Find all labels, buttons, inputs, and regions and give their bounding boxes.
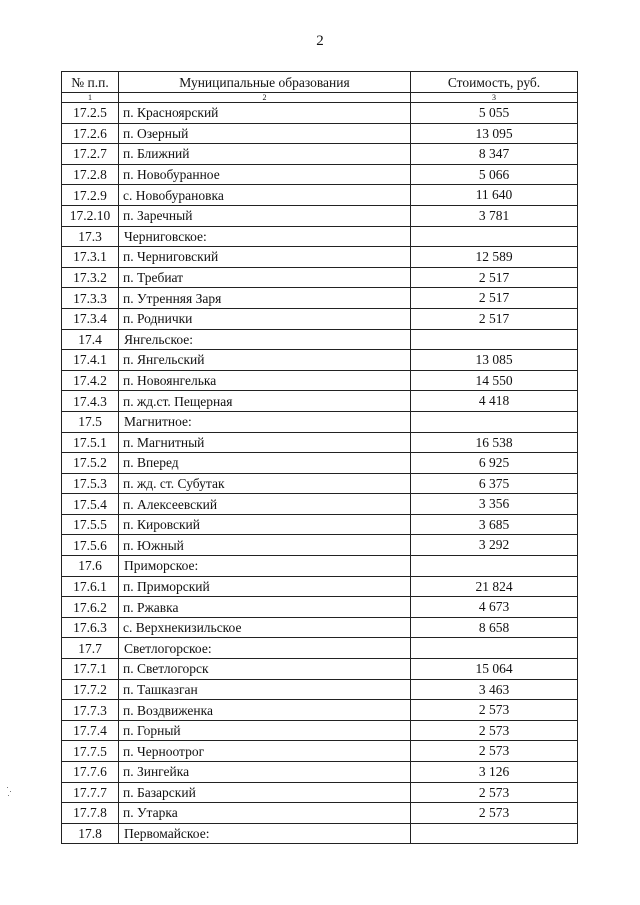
row-cost: 8 658 (411, 617, 578, 638)
row-name: Приморское: (119, 556, 411, 577)
table-header-row (62, 72, 578, 93)
row-number: 17.3.4 (62, 308, 119, 329)
row-cost: 5 055 (411, 103, 578, 124)
table-row (62, 741, 578, 762)
row-number: 17.5.1 (62, 432, 119, 453)
row-number: 17.3.2 (62, 267, 119, 288)
row-name: с. Верхнекизильское (119, 617, 411, 638)
table-row (62, 205, 578, 226)
row-cost: 3 356 (411, 494, 578, 515)
row-number: 17.6 (62, 556, 119, 577)
table-group-row (62, 638, 578, 659)
row-name: п. Кировский (119, 514, 411, 535)
table-row (62, 617, 578, 638)
row-number: 17.5.4 (62, 494, 119, 515)
row-cost: 11 640 (411, 185, 578, 206)
row-name: п. Утарка (119, 803, 411, 824)
row-number: 17.7.8 (62, 803, 119, 824)
row-number: 17.7 (62, 638, 119, 659)
row-name: п. Утренняя Заря (119, 288, 411, 309)
row-name: п. Озерный (119, 123, 411, 144)
row-cost: 3 685 (411, 514, 578, 535)
row-name: п. Базарский (119, 782, 411, 803)
row-cost: 2 573 (411, 741, 578, 762)
row-cost: 2 517 (411, 288, 578, 309)
row-name: п. Горный (119, 720, 411, 741)
row-name: п. Вперед (119, 453, 411, 474)
header-number: № п.п. (62, 72, 119, 93)
row-name: Первомайское: (119, 823, 411, 844)
table-row (62, 164, 578, 185)
row-cost: 2 517 (411, 308, 578, 329)
row-number: 17.4.1 (62, 350, 119, 371)
table-group-row (62, 329, 578, 350)
row-number: 17.3 (62, 226, 119, 247)
row-number: 17.7.6 (62, 762, 119, 783)
table-row (62, 370, 578, 391)
table-row (62, 720, 578, 741)
row-name: п. жд.ст. Пещерная (119, 391, 411, 412)
row-number: 17.5.5 (62, 514, 119, 535)
row-cost: 2 517 (411, 267, 578, 288)
column-number: 1 (62, 93, 119, 103)
row-number: 17.7.4 (62, 720, 119, 741)
row-cost: 6 375 (411, 473, 578, 494)
column-number: 2 (119, 93, 411, 103)
row-cost: 3 463 (411, 679, 578, 700)
row-number: 17.4 (62, 329, 119, 350)
row-number: 17.7.2 (62, 679, 119, 700)
row-cost: 8 347 (411, 144, 578, 165)
row-name: п. Новобуранное (119, 164, 411, 185)
table-body (62, 103, 578, 844)
table-row (62, 473, 578, 494)
row-name: п. Магнитный (119, 432, 411, 453)
table-group-row (62, 411, 578, 432)
row-number: 17.6.2 (62, 597, 119, 618)
table-row (62, 576, 578, 597)
table-row (62, 185, 578, 206)
row-name: п. Светлогорск (119, 659, 411, 680)
row-number: 17.5.6 (62, 535, 119, 556)
row-name: п. Зингейка (119, 762, 411, 783)
table-row (62, 391, 578, 412)
row-number: 17.4.2 (62, 370, 119, 391)
row-cost: 6 925 (411, 453, 578, 474)
row-name: Янгельское: (119, 329, 411, 350)
table-row (62, 762, 578, 783)
table-row (62, 308, 578, 329)
row-number: 17.2.7 (62, 144, 119, 165)
row-cost: 3 292 (411, 535, 578, 556)
header-cost: Стоимость, руб. (411, 72, 578, 93)
row-name: п. Приморский (119, 576, 411, 597)
row-number: 17.2.10 (62, 205, 119, 226)
row-number: 17.3.1 (62, 247, 119, 268)
row-name: п. Роднички (119, 308, 411, 329)
row-name: Черниговское: (119, 226, 411, 247)
scan-speck (6, 787, 12, 797)
table-row (62, 782, 578, 803)
table-row (62, 803, 578, 824)
row-name: Светлогорское: (119, 638, 411, 659)
row-name: п. Алексеевский (119, 494, 411, 515)
row-cost: 4 673 (411, 597, 578, 618)
row-name: п. Новоянгелька (119, 370, 411, 391)
row-cost (411, 556, 578, 577)
table-row (62, 597, 578, 618)
row-name: п. Требиат (119, 267, 411, 288)
row-cost (411, 226, 578, 247)
row-number: 17.6.3 (62, 617, 119, 638)
table-row (62, 535, 578, 556)
row-number: 17.2.6 (62, 123, 119, 144)
row-cost: 12 589 (411, 247, 578, 268)
column-number: 3 (411, 93, 578, 103)
row-number: 17.3.3 (62, 288, 119, 309)
row-cost (411, 638, 578, 659)
table-row (62, 288, 578, 309)
row-cost: 15 064 (411, 659, 578, 680)
table-row (62, 494, 578, 515)
row-name: п. Черноотрог (119, 741, 411, 762)
row-cost: 2 573 (411, 700, 578, 721)
table-row (62, 247, 578, 268)
cost-table (61, 71, 578, 844)
table-row (62, 659, 578, 680)
table-group-row (62, 556, 578, 577)
row-cost: 16 538 (411, 432, 578, 453)
row-number: 17.2.9 (62, 185, 119, 206)
row-number: 17.2.5 (62, 103, 119, 124)
row-cost: 14 550 (411, 370, 578, 391)
row-cost: 4 418 (411, 391, 578, 412)
row-cost: 3 126 (411, 762, 578, 783)
table-row (62, 700, 578, 721)
row-name: п. Янгельский (119, 350, 411, 371)
row-number: 17.5.3 (62, 473, 119, 494)
row-cost: 2 573 (411, 803, 578, 824)
row-name: п. Ташказган (119, 679, 411, 700)
table-row (62, 514, 578, 535)
row-name: с. Новобурановка (119, 185, 411, 206)
row-number: 17.2.8 (62, 164, 119, 185)
row-name: п. жд. ст. Субутак (119, 473, 411, 494)
row-cost: 5 066 (411, 164, 578, 185)
row-name: п. Южный (119, 535, 411, 556)
table-row (62, 432, 578, 453)
row-number: 17.4.3 (62, 391, 119, 412)
table-group-row (62, 823, 578, 844)
row-number: 17.5.2 (62, 453, 119, 474)
row-name: п. Ржавка (119, 597, 411, 618)
row-cost: 2 573 (411, 782, 578, 803)
row-cost: 13 085 (411, 350, 578, 371)
row-number: 17.6.1 (62, 576, 119, 597)
table-row (62, 123, 578, 144)
row-name: Магнитное: (119, 411, 411, 432)
header-municipality: Муниципальные образования (119, 72, 411, 93)
table-row (62, 453, 578, 474)
row-cost (411, 411, 578, 432)
row-cost: 2 573 (411, 720, 578, 741)
row-number: 17.8 (62, 823, 119, 844)
row-number: 17.7.5 (62, 741, 119, 762)
row-name: п. Черниговский (119, 247, 411, 268)
row-name: п. Заречный (119, 205, 411, 226)
row-number: 17.7.7 (62, 782, 119, 803)
table-row (62, 267, 578, 288)
row-cost (411, 823, 578, 844)
table-row (62, 144, 578, 165)
row-cost (411, 329, 578, 350)
row-number: 17.7.3 (62, 700, 119, 721)
row-cost: 13 095 (411, 123, 578, 144)
column-number-row (62, 93, 578, 103)
table-row (62, 679, 578, 700)
row-name: п. Красноярский (119, 103, 411, 124)
row-number: 17.5 (62, 411, 119, 432)
table-row (62, 350, 578, 371)
table-row (62, 103, 578, 124)
row-name: п. Воздвиженка (119, 700, 411, 721)
row-number: 17.7.1 (62, 659, 119, 680)
page-number: 2 (316, 33, 324, 49)
table-group-row (62, 226, 578, 247)
row-name: п. Ближний (119, 144, 411, 165)
row-cost: 21 824 (411, 576, 578, 597)
row-cost: 3 781 (411, 205, 578, 226)
